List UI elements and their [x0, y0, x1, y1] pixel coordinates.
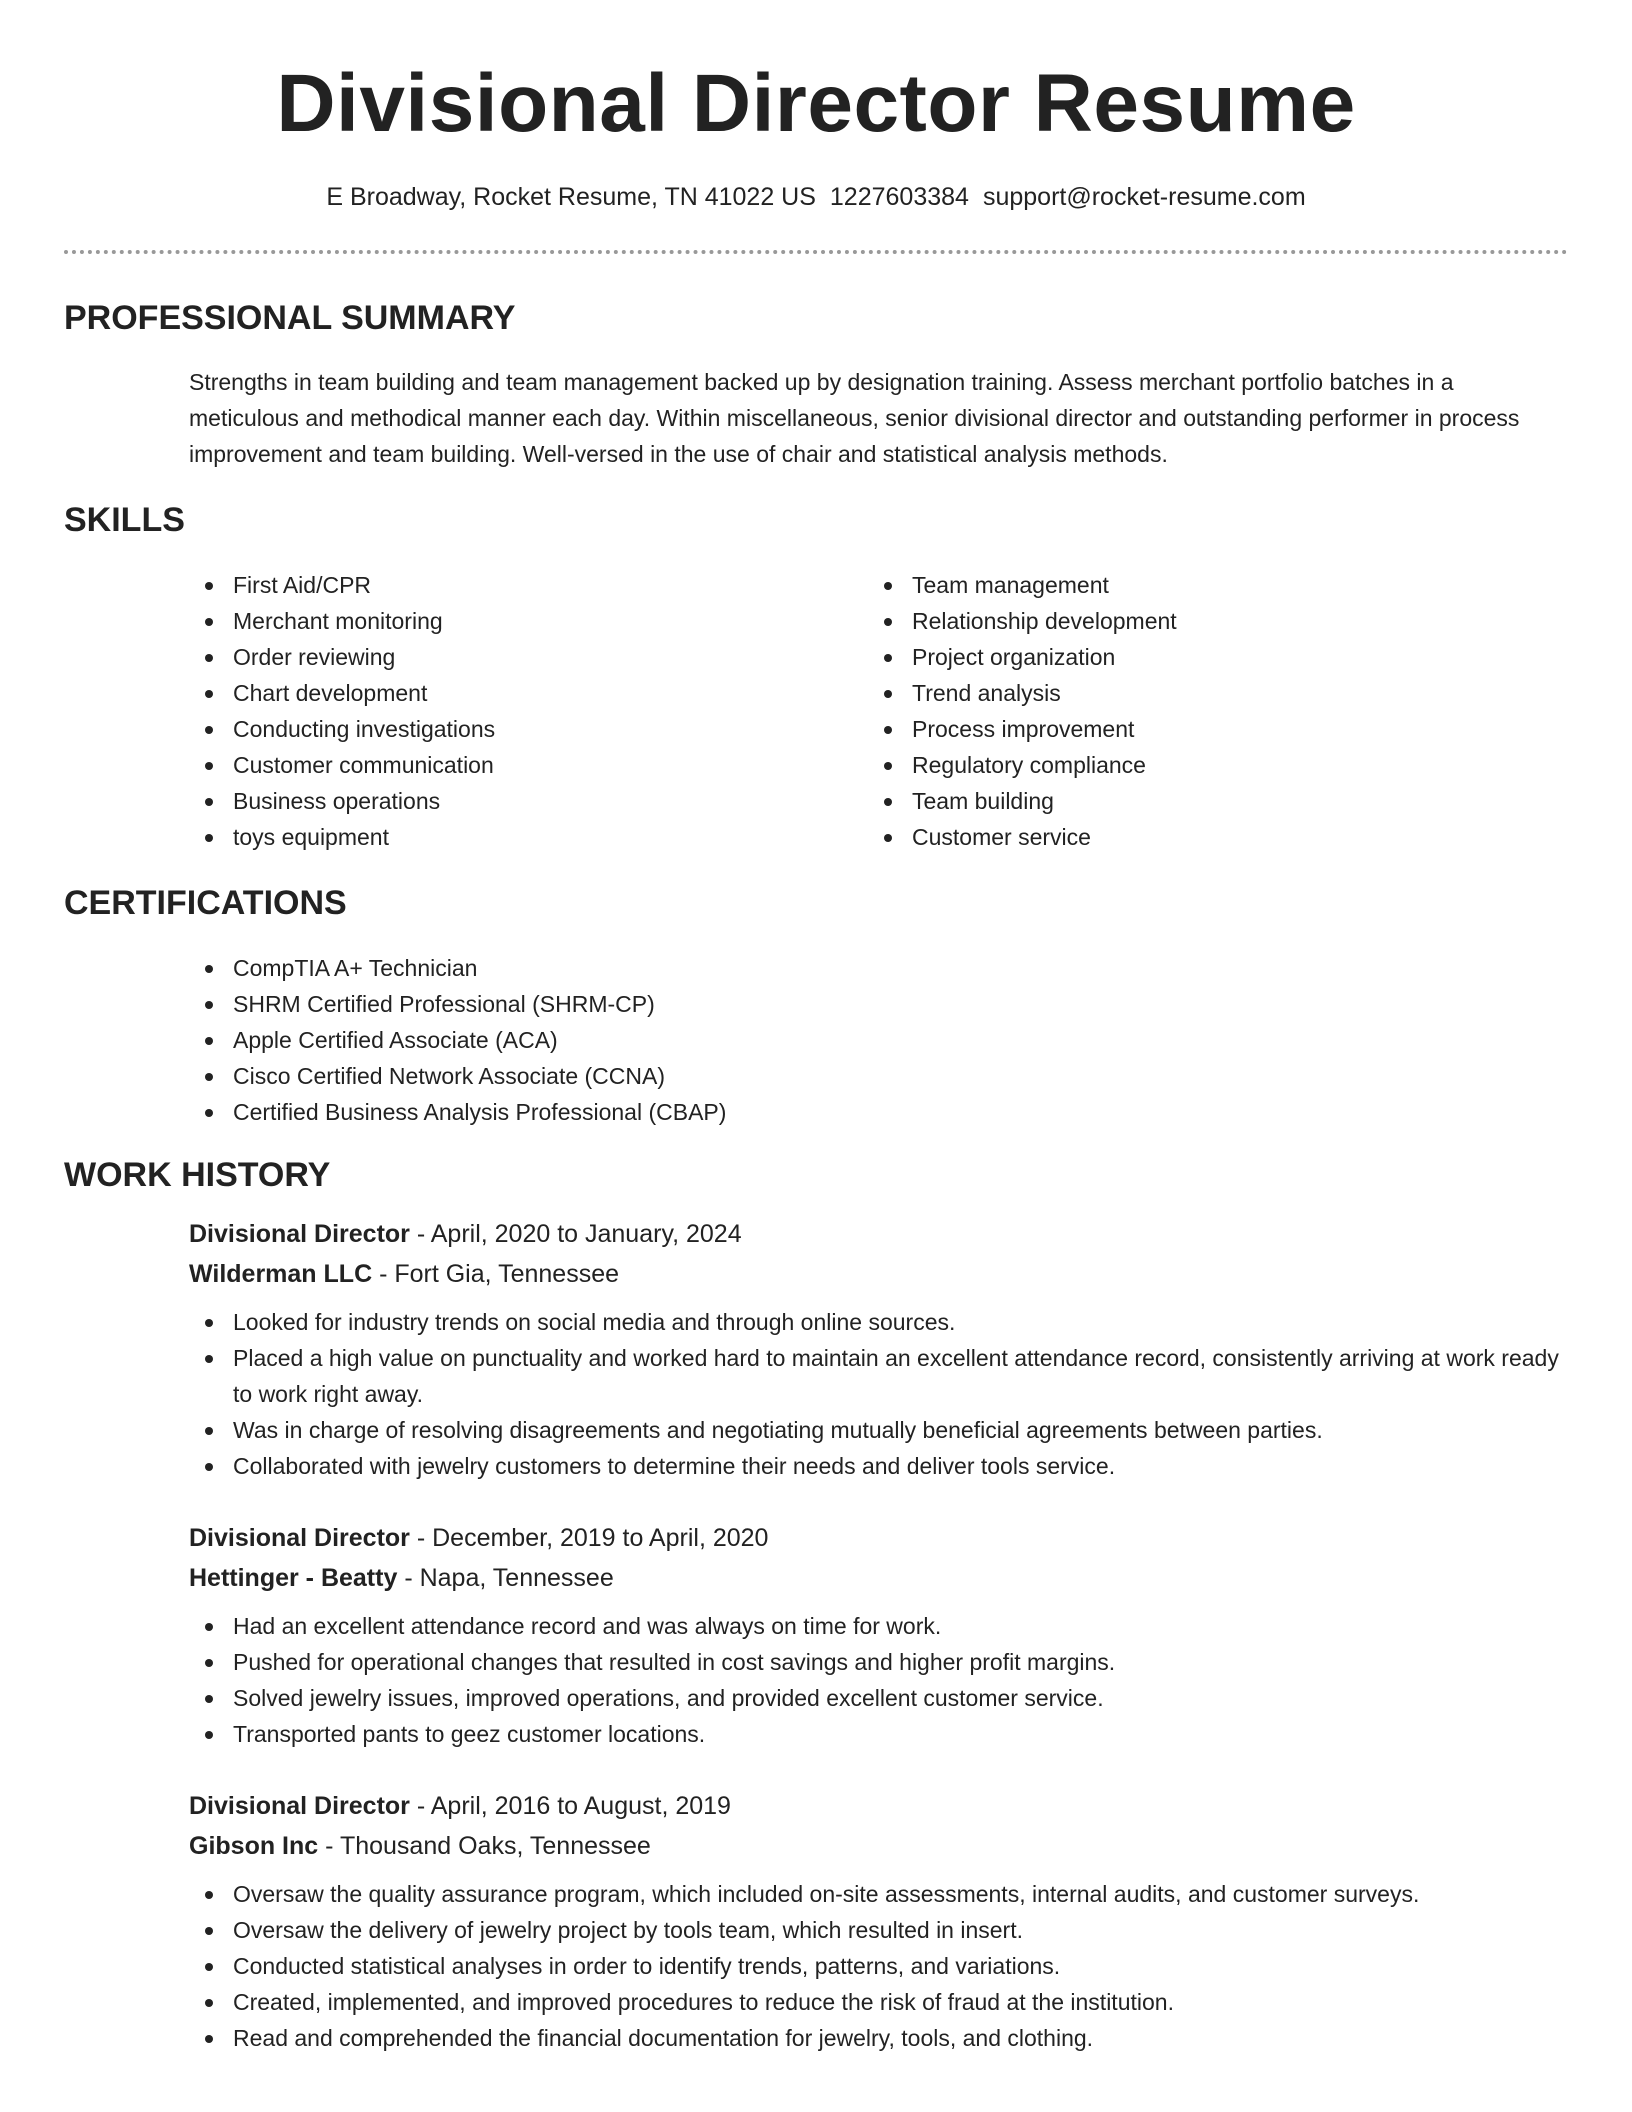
job-location: - Thousand Oaks, Tennessee — [318, 1832, 651, 1860]
job-company-line — [189, 1254, 1569, 1294]
job-duty: Placed a high value on punctuality and worked hard to maintain an excellent attendance record, consistently arriving at work ready to work right away. — [189, 1340, 1569, 1412]
skill-item: First Aid/CPR — [189, 567, 849, 603]
certification-item: Certified Business Analysis Professional (CBAP) — [189, 1094, 1189, 1130]
job-company: Wilderman LLC — [189, 1260, 373, 1288]
job-duty: Pushed for operational changes that resulted in cost savings and higher profit margins. — [189, 1644, 1569, 1680]
skill-item: Customer communication — [189, 747, 849, 783]
job-duties-list — [189, 1304, 1569, 1484]
skill-item: Relationship development — [868, 603, 1528, 639]
job-company-line — [189, 1826, 1569, 1866]
certifications-list — [189, 950, 1189, 1130]
job-company-line — [189, 1558, 1569, 1598]
skills-heading: SKILLS — [64, 501, 185, 539]
job-duty: Read and comprehended the financial documentation for jewelry, tools, and clothing. — [189, 2020, 1569, 2056]
job-duty: Had an excellent attendance record and was always on time for work. — [189, 1608, 1569, 1644]
skills-list-right — [868, 567, 1528, 855]
job-dates: - December, 2019 to April, 2020 — [409, 1524, 769, 1552]
contact-address: E Broadway, Rocket Resume, TN 41022 US — [326, 183, 816, 211]
skill-item: toys equipment — [189, 819, 849, 855]
skill-item: Team management — [868, 567, 1528, 603]
job-duties-list — [189, 1876, 1569, 2056]
job-duty: Collaborated with jewelry customers to determine their needs and deliver tools service. — [189, 1448, 1569, 1484]
job-title: Divisional Director — [189, 1524, 410, 1552]
certification-item: Cisco Certified Network Associate (CCNA) — [189, 1058, 1189, 1094]
contact-email: support@rocket-resume.com — [982, 183, 1306, 211]
job-company: Hettinger - Beatty — [189, 1564, 398, 1592]
job-duties-list — [189, 1608, 1569, 1752]
skill-item: Team building — [868, 783, 1528, 819]
job-title: Divisional Director — [189, 1220, 410, 1248]
contact-line — [0, 180, 1632, 214]
job-entry — [189, 1786, 1569, 2056]
certification-item: CompTIA A+ Technician — [189, 950, 1189, 986]
job-duty: Created, implemented, and improved procedures to reduce the risk of fraud at the institution. — [189, 1984, 1569, 2020]
skill-item: Project organization — [868, 639, 1528, 675]
job-duty: Oversaw the delivery of jewelry project by tools team, which resulted in insert. — [189, 1912, 1569, 1948]
job-title: Divisional Director — [189, 1792, 410, 1820]
job-title-line — [189, 1518, 1569, 1558]
skill-item: Regulatory compliance — [868, 747, 1528, 783]
skills-list-left — [189, 567, 849, 855]
skill-item: Chart development — [189, 675, 849, 711]
job-duty: Looked for industry trends on social media and through online sources. — [189, 1304, 1569, 1340]
certifications-heading: CERTIFICATIONS — [64, 884, 347, 922]
job-dates: - April, 2016 to August, 2019 — [409, 1792, 731, 1820]
skill-item: Order reviewing — [189, 639, 849, 675]
job-location: - Napa, Tennessee — [397, 1564, 614, 1592]
job-duty: Solved jewelry issues, improved operations, and provided excellent customer service. — [189, 1680, 1569, 1716]
job-entry — [189, 1214, 1569, 1484]
header-divider — [64, 250, 1568, 254]
work-history-heading: WORK HISTORY — [64, 1156, 331, 1194]
job-duty: Conducted statistical analyses in order to identify trends, patterns, and variations. — [189, 1948, 1569, 1984]
skill-item: Customer service — [868, 819, 1528, 855]
job-title-line — [189, 1786, 1569, 1826]
skill-item: Trend analysis — [868, 675, 1528, 711]
job-location: - Fort Gia, Tennessee — [372, 1260, 619, 1288]
job-title-line — [189, 1214, 1569, 1254]
job-company: Gibson Inc — [189, 1832, 319, 1860]
skill-item: Conducting investigations — [189, 711, 849, 747]
skill-item: Business operations — [189, 783, 849, 819]
job-duty: Oversaw the quality assurance program, which included on-site assessments, internal audits, and customer surveys. — [189, 1876, 1569, 1912]
summary-text: Strengths in team building and team management backed up by designation training. Assess merchant portfolio batches in a meticulous and methodical manner each day. Within miscellaneous, senior divisional director and outstanding performer in process improvement and team building. Well-versed in the use of chair and statistical analysis methods. — [189, 369, 1520, 467]
certification-item: Apple Certified Associate (ACA) — [189, 1022, 1189, 1058]
contact-phone: 1227603384 — [829, 183, 969, 211]
certification-item: SHRM Certified Professional (SHRM-CP) — [189, 986, 1189, 1022]
summary-heading: PROFESSIONAL SUMMARY — [64, 299, 516, 337]
skill-item: Merchant monitoring — [189, 603, 849, 639]
job-duty: Was in charge of resolving disagreements and negotiating mutually beneficial agreements between parties. — [189, 1412, 1569, 1448]
job-duty: Transported pants to geez customer locations. — [189, 1716, 1569, 1752]
resume-title: Divisional Director Resume — [276, 58, 1356, 149]
job-dates: - April, 2020 to January, 2024 — [409, 1220, 742, 1248]
job-entry — [189, 1518, 1569, 1752]
skill-item: Process improvement — [868, 711, 1528, 747]
